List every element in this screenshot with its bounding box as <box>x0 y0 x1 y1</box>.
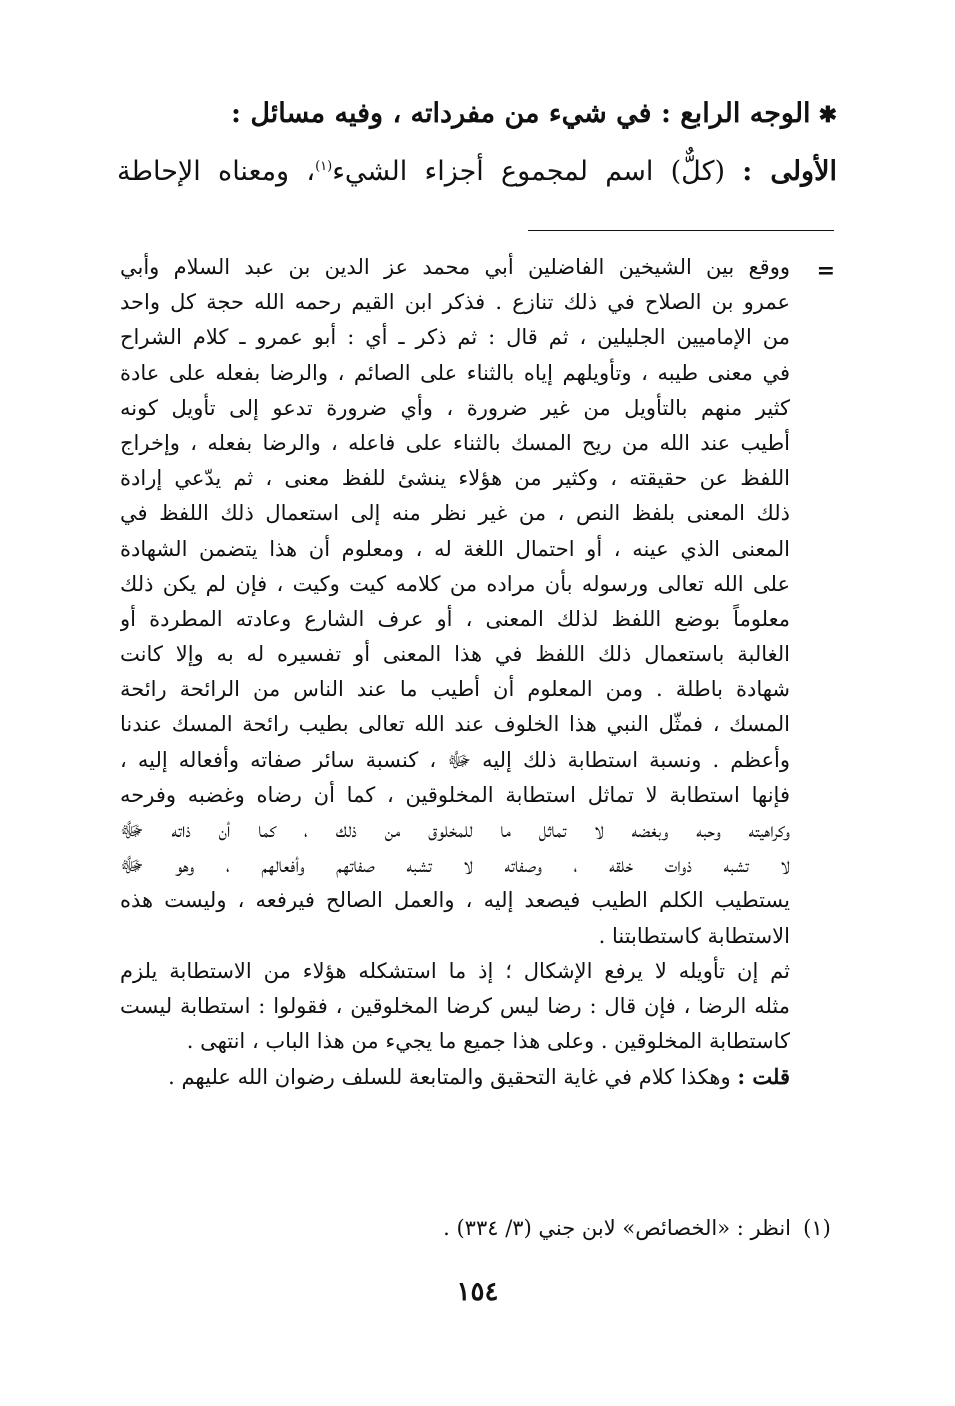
footnote-line: فإنها استطابة لا تماثل استطابة المخلوقين ، كما أن رضاه وغضبه وفرحه <box>120 782 790 807</box>
footnote-separator <box>528 230 834 231</box>
footnote-line: لا تشبه ذوات خلقه ، وصفاته لا تشبه صفاتهم وأفعالهم ، وهو ﷻ <box>120 853 790 878</box>
footnote-line: كاستطابة المخلوقين . وعلى هذا جميع ما يجيء من هذا الباب ، انتهى . <box>186 1029 790 1054</box>
footnote-line: أطيب عند الله من ريح المسك بالثناء على فاعله ، والرضا بفعله ، وإخراج <box>120 430 790 455</box>
footnote-line: على الله تعالى ورسوله بأن مراده من كلامه كيت وكيت ، فإن لم يكن ذلك <box>120 571 790 596</box>
footnote <box>120 1211 837 1246</box>
footnote-line: ذلك المعنى بلفظ النص ، من غير نظر منه إلى استعمال ذلك اللفظ في <box>120 501 790 526</box>
footnote-line: ثم إن تأويله لا يرفع الإشكال ؛ إذ ما استشكله هؤلاء من الاستطابة يلزم <box>120 958 790 983</box>
asterisk-icon: ✱ <box>818 102 837 128</box>
footnote-line: في معنى طيبه ، وتأويلهم إياه بالثناء على الصائم ، والرضا بفعله على عادة <box>120 360 790 385</box>
footnote-line: وأعظم . ونسبة استطابة ذلك إليه ﷻ ، كنسبة سائر صفاته وأفعاله إليه ، <box>120 747 790 772</box>
continuation-mark: = <box>816 258 835 284</box>
main-text-part-1: (كلٌّ) اسم لمجموع أجزاء الشيء <box>332 156 725 187</box>
footnote-line: وكراهيته وحبه وبغضه لا تماثل ما للمخلوق من ذلك ، كما أن ذاته ﷻ <box>120 818 790 842</box>
footnote-text: انظر : «الخصائص» لابن جني (٣/ ٣٣٤) . <box>443 1216 791 1240</box>
footnote-line: ووقع بين الشيخين الفاضلين أبي محمد عز الدين بن عبد السلام وأبي <box>120 255 790 279</box>
footnote-line: عمرو بن الصلاح في ذلك تنازع . فذكر ابن القيم رحمه الله حجة كل واحد <box>120 290 790 315</box>
footnote-line: مثله الرضا ، فإن قال : رضا ليس كرضا المخلوقين ، فقولوا : استطابة ليست <box>120 993 790 1018</box>
page-number: ١٥٤ <box>456 1277 499 1307</box>
footnote-line: معلوماً بوضع اللفظ لذلك المعنى ، أو عرف الشارع وعادته المطردة أو <box>120 606 790 631</box>
footnote-line: المسك ، فمثّل النبي هذا الخلوف عند الله تعالى بطيب رائحة المسك عندنا <box>120 712 790 737</box>
footnote-line: كثير منهم بالتأويل من غير ضرورة ، وأي ضرورة تدعو إلى تأويل كونه <box>120 395 790 420</box>
main-text-line <box>117 150 837 194</box>
main-text-part-2: ، ومعناه الإحاطة <box>117 156 316 187</box>
heading-text: الوجه الرابع : في شيء من مفرداته ، وفيه مسائل : <box>230 98 811 129</box>
section-heading <box>117 92 837 137</box>
footnote-line: الاستطابة كاستطابتنا . <box>598 923 790 948</box>
footnote-line: يستطيب الكلم الطيب فيصعد إليه ، والعمل الصالح فيرفعه ، وليست هذه <box>120 888 790 913</box>
footnote-line: شهادة باطلة . ومن المعلوم أن أطيب ما عند الناس من الرائحة رائحة <box>120 677 790 702</box>
footnote-line: اللفظ عن حقيقته ، وكثير من هؤلاء ينشئ للفظ معنى ، ثم يدّعي إرادة <box>120 466 790 491</box>
footnote-reference: (١) <box>315 159 333 174</box>
footnote-number: (١) <box>803 1216 831 1240</box>
footnote-line: من الإماميين الجليلين ، ثم قال : ثم ذكر ـ أي : أبو عمرو ـ كلام الشراح <box>120 325 790 350</box>
footnote-line: المعنى الذي عينه ، أو احتمال اللغة له ، ومعلوم أن هذا يتضمن الشهادة <box>120 536 790 561</box>
footnote-line <box>120 1059 790 1094</box>
issue-label: الأولى : <box>742 156 837 187</box>
footnote-line: الغالبة باستعمال ذلك اللفظ في هذا المعنى أو تفسيره له به وإلا كانت <box>120 642 790 667</box>
qult-label: قلت : <box>737 1064 790 1090</box>
footnote-continuation-text <box>120 250 790 1095</box>
qult-text: وهكذا كلام في غاية التحقيق والمتابعة للسلف رضوان الله عليهم . <box>168 1065 731 1090</box>
